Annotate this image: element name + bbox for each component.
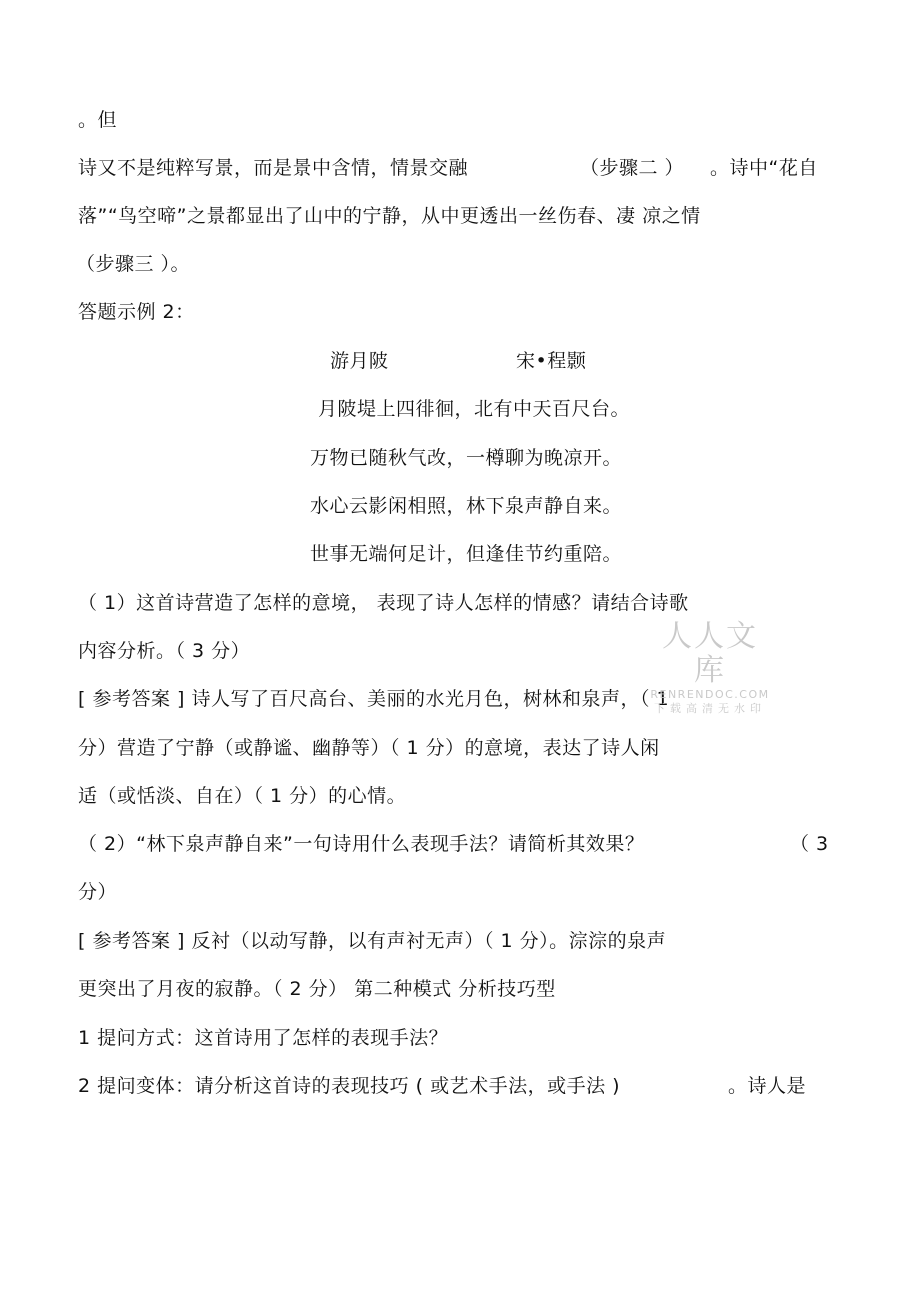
text-line: 落”“鸟空啼”之景都显出了山中的宁静，从中更透出一丝伤春、凄 凉之情 (78, 205, 701, 227)
question-1: （ 1）这首诗营造了怎样的意境， 表现了诗人怎样的情感？请结合诗歌 (78, 592, 689, 614)
poem-line: 月陂堤上四徘徊，北有中天百尺台。 (318, 398, 631, 420)
text-line: （步骤二 ） (580, 157, 685, 179)
poem-title: 游月陂 (330, 350, 389, 372)
text-line: （ 3 (790, 833, 829, 855)
text-line: 。诗中“花自 (710, 157, 818, 179)
answer-line: [ 参考答案 ] 反衬（以动写静，以有声衬无声）（ 1 分）。淙淙的泉声 (78, 930, 667, 952)
question-2: （ 2）“林下泉声静自来”一句诗用什么表现手法？请简析其效果？ (78, 833, 645, 855)
watermark-logo (648, 620, 772, 715)
watermark-slogan: 下载高清无水印 (654, 702, 766, 715)
text-line: 诗又不是纯粹写景，而是景中含情，情景交融 (78, 157, 469, 179)
text-line: 。但 (78, 109, 118, 131)
poem-line: 世事无端何足计，但逢佳节约重陪。 (310, 543, 623, 565)
poem-author: 宋•程颢 (516, 350, 587, 372)
section-heading: 答题示例 2： (78, 301, 195, 323)
text-line: 1 提问方式：这首诗用了怎样的表现手法？ (78, 1027, 449, 1049)
watermark-title: 人人文库 (662, 619, 758, 688)
answer-line: 分）营造了宁静（或静谧、幽静等）（ 1 分）的意境，表达了诗人闲 (78, 737, 660, 759)
poem-line: 水心云影闲相照，林下泉声静自来。 (310, 495, 623, 517)
text-line: 分） (78, 881, 118, 903)
text-line: 2 提问变体：请分析这首诗的表现技巧 ( 或艺术手法，或手法 ) (78, 1075, 621, 1097)
answer-line: 适（或恬淡、自在）（ 1 分）的心情。 (78, 785, 407, 807)
text-line: 。诗人是 (728, 1075, 807, 1097)
text-line: 内容分析。（ 3 分） (78, 640, 251, 662)
text-line: （步骤三 ）。 (76, 253, 191, 275)
answer-line: [ 参考答案 ] 诗人写了百尺高台、美丽的水光月色，树林和泉声，（ 1 (78, 688, 670, 710)
answer-line: 更突出了月夜的寂静。（ 2 分） 第二种模式 分析技巧型 (78, 978, 556, 1000)
poem-line: 万物已随秋气改，一樽聊为晚凉开。 (310, 447, 623, 469)
watermark-domain: RENRENDOC.COM (650, 688, 770, 701)
